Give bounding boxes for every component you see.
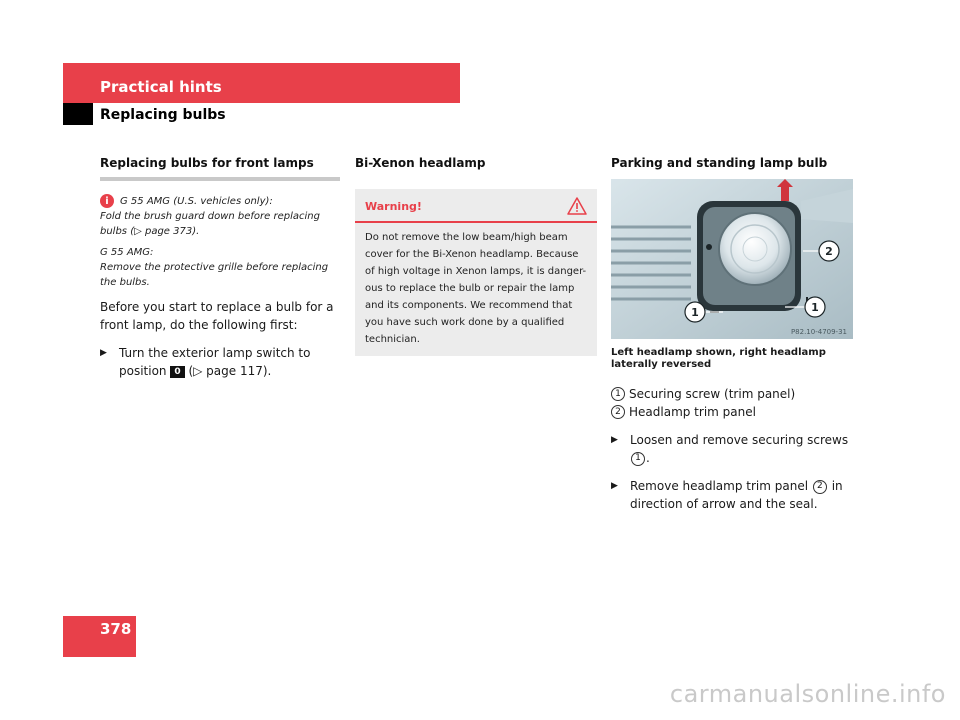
warning-header bbox=[355, 189, 597, 223]
info-note bbox=[100, 194, 340, 290]
step1-num: 1 bbox=[631, 452, 645, 466]
column-front-lamps bbox=[100, 155, 340, 380]
warning-box bbox=[355, 189, 597, 356]
callout-1-right-label: 1 bbox=[811, 301, 819, 314]
info-icon: i bbox=[100, 194, 114, 208]
triangle-bullet-icon: ▶ bbox=[611, 435, 618, 445]
callout-1-left-label: 1 bbox=[691, 306, 699, 319]
warning-title: Warning! bbox=[365, 199, 422, 213]
switch-position-badge: 0 bbox=[170, 366, 184, 378]
warning-text: Do not remove the low beam/high beam cover for the Bi-Xenon headlamp. Because of high voltage in Xenon lamps, it is danger-ous to replace the bulb or repair the lamp and its components. We recommend that you have such work done by a qualified technician. bbox=[365, 232, 587, 345]
photo-caption: Left headlamp shown, right headlamp laterally reversed bbox=[611, 347, 826, 370]
legend-text-1: Securing screw (trim panel) bbox=[629, 387, 796, 401]
section-title: Practical hints bbox=[100, 78, 222, 96]
callout-2-label: 2 bbox=[825, 245, 833, 258]
step2-text bbox=[630, 477, 853, 513]
legend-num-2: 2 bbox=[611, 405, 625, 419]
step2-num: 2 bbox=[813, 480, 827, 494]
legend-num-1: 1 bbox=[611, 387, 625, 401]
legend-text-2: Headlamp trim panel bbox=[629, 405, 756, 419]
step-text-post: (▷ page 117). bbox=[188, 364, 272, 378]
col3-title: Parking and standing lamp bulb bbox=[611, 156, 828, 170]
step1-text-main: Loosen and remove securing screws bbox=[630, 433, 849, 447]
triangle-bullet-icon: ▶ bbox=[100, 348, 107, 358]
column-parking-lamp bbox=[611, 155, 853, 513]
info-line-2: Fold the brush guard down before replacing bbox=[100, 211, 320, 222]
header-block bbox=[63, 103, 93, 125]
warning-triangle-icon bbox=[567, 197, 587, 215]
watermark: carmanualsonline.info bbox=[669, 680, 946, 708]
column-bixenon bbox=[355, 155, 597, 356]
info-line-4: G 55 AMG: bbox=[100, 247, 154, 258]
title-rule bbox=[100, 177, 340, 181]
step2-text-post: in direction of arrow and the seal. bbox=[630, 479, 843, 511]
info-line-5: Remove the protective grille before replacing the bulbs. bbox=[100, 262, 329, 288]
legend-row-1 bbox=[611, 385, 853, 403]
step-lamp-switch bbox=[100, 344, 340, 380]
info-line-1: G 55 AMG (U.S. vehicles only): bbox=[120, 196, 273, 207]
legend bbox=[611, 385, 853, 421]
legend-row-2 bbox=[611, 403, 853, 421]
col1-title: Replacing bulbs for front lamps bbox=[100, 156, 314, 170]
subsection-title: Replacing bulbs bbox=[100, 107, 226, 123]
info-line-3: bulbs (▷ page 373). bbox=[100, 226, 200, 237]
col2-title: Bi-Xenon headlamp bbox=[355, 156, 486, 170]
page-number: 378 bbox=[100, 620, 132, 638]
step1-text: Loosen and remove securing screws 1 . bbox=[630, 433, 849, 465]
intro-paragraph: Before you start to replace a bulb for a front lamp, do the following first: bbox=[100, 300, 334, 332]
step-remove-panel bbox=[611, 477, 853, 513]
step-text-pre: Turn the exterior lamp switch to position bbox=[119, 346, 311, 378]
headlamp-photo bbox=[611, 179, 853, 339]
photo-code: P82.10-4709-31 bbox=[790, 328, 847, 336]
step-loosen-screws bbox=[611, 431, 853, 467]
step-text bbox=[119, 344, 340, 380]
step2-text-pre: Remove headlamp trim panel bbox=[630, 479, 809, 493]
triangle-bullet-icon: ▶ bbox=[611, 481, 618, 491]
